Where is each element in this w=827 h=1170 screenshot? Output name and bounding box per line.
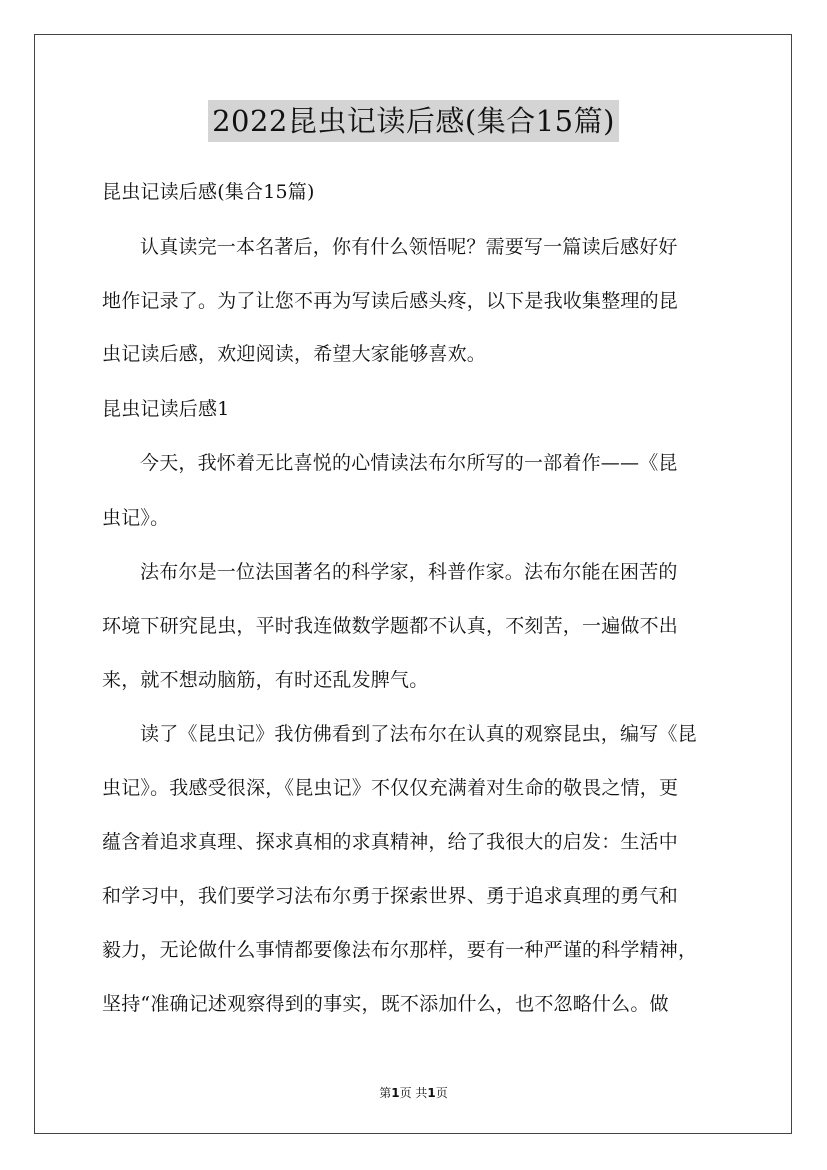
section-heading: 昆虫记读后感1 xyxy=(102,398,230,420)
paragraph-line: 环境下研究昆虫，平时我连做数学题都不认真，不刻苦，一遍做不出 xyxy=(102,615,679,637)
paragraph-line: 蕴含着追求真理、探求真相的求真精神，给了我很大的启发：生活中 xyxy=(102,831,679,853)
page-footer xyxy=(0,1084,827,1101)
footer-mid: 页 共 xyxy=(399,1086,428,1100)
paragraph-line: 虫记》。 xyxy=(102,507,170,529)
title-container xyxy=(0,100,827,142)
footer-suffix: 页 xyxy=(435,1086,448,1100)
paragraph-line: 地作记录了。为了让您不再为写读后感头疼，以下是我收集整理的昆 xyxy=(102,290,679,312)
document-title: 2022昆虫记读后感(集合15篇) xyxy=(208,100,619,142)
footer-total-pages: 1 xyxy=(427,1086,436,1100)
paragraph-line: 法布尔是一位法国著名的科学家，科普作家。法布尔能在困苦的 xyxy=(140,561,678,583)
paragraph-line: 读了《昆虫记》我仿佛看到了法布尔在认真的观察昆虫，编写《昆 xyxy=(140,723,697,745)
paragraph-line: 坚持“准确记述观察得到的事实，既不添加什么，也不忽略什么。做 xyxy=(102,993,669,1015)
subtitle-line: 昆虫记读后感(集合15篇) xyxy=(102,181,315,203)
paragraph-line: 和学习中，我们要学习法布尔勇于探索世界、勇于追求真理的勇气和 xyxy=(102,885,679,907)
paragraph-line: 虫记》。我感受很深，《昆虫记》不仅仅充满着对生命的敬畏之情，更 xyxy=(102,777,679,799)
paragraph-line: 认真读完一本名著后，你有什么领悟呢？需要写一篇读后感好好 xyxy=(140,236,678,258)
paragraph-line: 虫记读后感，欢迎阅读，希望大家能够喜欢。 xyxy=(102,343,487,365)
footer-page-number: 1 xyxy=(391,1086,400,1100)
paragraph-line: 今天，我怀着无比喜悦的心情读法布尔所写的一部着作——《昆 xyxy=(140,452,678,474)
paragraph-line: 毅力，无论做什么事情都要像法布尔那样，要有一种严谨的科学精神， xyxy=(102,939,698,961)
paragraph-line: 来，就不想动脑筋，有时还乱发脾气。 xyxy=(102,669,429,691)
footer-prefix: 第 xyxy=(379,1086,392,1100)
